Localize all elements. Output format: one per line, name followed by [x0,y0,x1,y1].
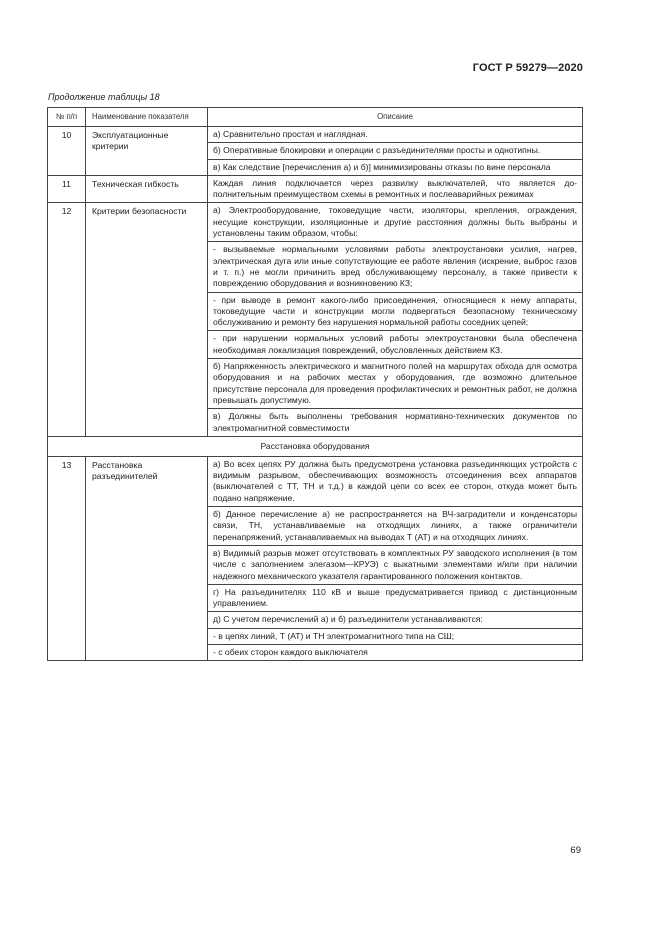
column-header-number: № п/п [48,108,86,127]
section-row [48,436,583,456]
row-number: 11 [48,175,86,203]
row-description [208,203,583,436]
description-paragraph: Каждая линия подключается через развилку выключателей, что является дополнительным преимуществом схемы в ремонтных и послеаварийных режимах [213,177,577,200]
row-number: 13 [48,456,86,660]
row-description [208,127,583,176]
column-header-description: Описание [208,108,583,127]
table-caption: Продолжение таблицы 18 [48,92,160,102]
row-name: Расстановка разъединителей [86,456,208,660]
table-row [48,456,583,660]
row-name: Критерии безопасности [86,203,208,436]
description-paragraph: - при нарушении нормальных условий работы электроустановки была обеспечена необходимая локализация повреждений, обусловленных действием КЗ. [208,331,582,359]
description-paragraph: б) Данное перечисление а) не распространяется на ВЧ-заградители и конденсаторы связи, ТН, устанавливаемые на отходящих линиях, а также ограничители перенапряжений, устанавливаемых на выводах Т (АТ) и на отходящих линиях. [208,507,582,546]
description-paragraph: - в цепях линий, Т (АТ) и ТН электромагнитного типа на СШ; [208,629,582,645]
table-row [48,175,583,203]
document-code: ГОСТ Р 59279—2020 [472,62,583,74]
description-paragraph: в) Видимый разрыв может отсутствовать в комплектных РУ заводского исполнения (в том числе с заполнением элегазом—КРУЭ) с выкатными элементами и/или при наличии надежного механического указателя гарантированного положения контактов. [208,546,582,585]
description-paragraph: а) Сравнительно простая и наглядная. [208,127,582,143]
section-title: Расстановка оборудования [48,436,583,456]
description-paragraph: - при выводе в ремонт какого-либо присоединения, относящиеся к нему аппараты, токоведущие части и конструкции могли подвергаться безопасному техническому обслуживанию и ремонту без нарушения нормальной работы соседних цепей; [208,293,582,332]
row-description [208,456,583,660]
row-name: Эксплуатационные критерии [86,127,208,176]
row-description [208,175,583,203]
description-paragraph: д) С учетом перечислений а) и б) разъединители устанавливаются: [208,612,582,628]
description-paragraph: а) Во всех цепях РУ должна быть предусмотрена установка разъединяющих устройств с видимым разрывом, обеспечивающих возможность отсоединения всех аппаратов (выключателей с ТТ, ТН и т.д.) в каждой цепи со всех ее сторон, откуда может быть подано напряжение. [208,457,582,507]
row-number: 12 [48,203,86,436]
indicator-table [47,107,583,661]
table-row [48,127,583,176]
table-header-row [48,108,583,127]
description-paragraph: а) Электрооборудование, токоведущие части, изоляторы, крепления, ограждения, несущие конструкции, изоляционные и другие расстояния должны быть выбраны и установлены таким образом, чтобы: [208,203,582,242]
description-paragraph: г) На разъединителях 110 кВ и выше предусматривается привод с дистанционным управлением. [208,585,582,613]
description-paragraph: в) Как следствие [перечисления а) и б)] минимизированы отказы по вине персонала [213,161,551,172]
description-paragraph: б) Оперативные блокировки и операции с разъединителями просты и однотипны. [208,143,582,159]
page-number: 69 [570,845,581,856]
table-row [48,203,583,436]
description-paragraph: б) Напряженность электрического и магнитного полей на маршрутах обхода для осмотра оборудования и на рабочих местах у оборудования, где возможно длительное присутствие персонала для проведения профилактических и ремонтных работ, не должна превышать допустимую. [208,359,582,409]
row-name: Техническая гибкость [86,175,208,203]
description-paragraph: в) Должны быть выполнены требования нормативно-технических документов по электромагнитной совместимости [213,411,577,433]
description-paragraph: - вызываемые нормальными условиями работы электроустановки усилия, нагрев, электрическая дуга или иные сопутствующие ее работе явления (искрение, выброс газов и т. п.) не могли причинить вред обслуживающему персоналу, а также привести к повреждению оборудования и возникновению КЗ; [208,242,582,292]
description-paragraph: - с обеих сторон каждого выключателя [213,646,368,657]
row-number: 10 [48,127,86,176]
column-header-name: Наименование показателя [86,108,208,127]
